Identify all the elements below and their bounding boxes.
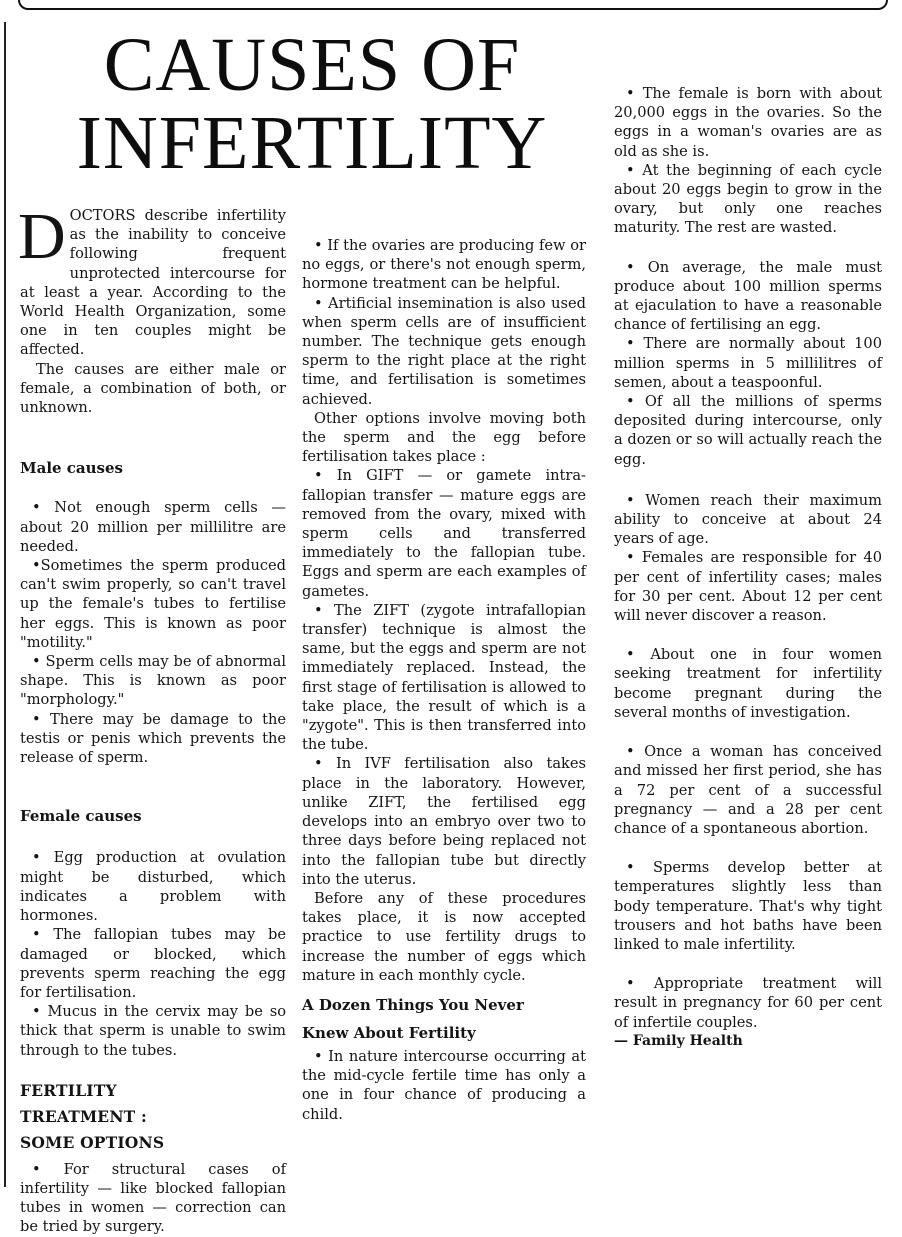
fact-item: • Of all the millions of sperms deposited during intercourse, only a dozen or so will actually reach the egg. bbox=[614, 393, 882, 468]
fact-item: • Women reach their maximum ability to conceive at about 24 years of age. bbox=[614, 491, 882, 548]
treatment-heading-line-1: FERTILITY bbox=[20, 1080, 117, 1100]
dozen-paragraph: • In nature intercourse occurring at the mid-cycle fertile time has only a one in four chance of producing a child. bbox=[302, 1047, 586, 1123]
top-border bbox=[18, 0, 888, 10]
treatment-heading bbox=[20, 1078, 286, 1156]
treatment-item: Before any of these procedures takes place, it is now accepted practice to use fertility drugs to increase the number of eggs which mature in each monthly cycle. bbox=[302, 889, 586, 984]
treatment-item: Other options involve moving both the sperm and the egg before fertilisation takes place : bbox=[302, 409, 586, 466]
male-cause-item: •Sometimes the sperm produced can't swim properly, so can't travel up the female's tubes to fertilise her eggs. This is known as poor "motility." bbox=[20, 557, 286, 651]
intro-paragraph: DOCTORS describe infertility as the inability to conceive following frequent unprotected intercourse for at least a year. According to the World Health Organization, some one in ten couples might be affected. bbox=[18, 200, 286, 359]
female-causes-heading: Female causes bbox=[20, 807, 142, 826]
credit-line: — Family Health bbox=[614, 1032, 743, 1049]
female-cause-item: • Mucus in the cervix may be so thick that sperm is unable to swim through to the tubes. bbox=[20, 1003, 286, 1059]
treatment-item: • The ZIFT (zygote intrafallopian transfer) technique is almost the same, but the eggs and sperm are not immediately replaced. Instead, the first stage of fertilisation is allowed to take place, the result of which is a "zygote". This is then transferred into the tube. bbox=[302, 601, 586, 754]
fact-item: • Once a woman has conceived and missed her first period, she has a 72 per cent of a successful pregnancy — and a 28 per cent chance of a spontaneous abortion. bbox=[614, 743, 882, 837]
column-1 bbox=[18, 200, 286, 1237]
headline-block bbox=[22, 23, 602, 185]
treatment-heading-line-3: SOME OPTIONS bbox=[20, 1132, 165, 1152]
treatment-paragraph: • For structural cases of infertility — like blocked fallopian tubes in women — correction can be tried by surgery. bbox=[20, 1160, 286, 1236]
treatment-heading-line-2: TREATMENT : bbox=[20, 1106, 147, 1126]
female-cause-item: • Egg production at ovulation might be disturbed, which indicates a problem with hormones. bbox=[20, 849, 286, 925]
left-rule bbox=[4, 22, 6, 1187]
column-2 bbox=[302, 206, 586, 1124]
headline-line-2: INFERTILITY bbox=[76, 101, 548, 185]
fact-item: • Females are responsible for 40 per cent of infertility cases; males for 30 per cent. About 12 per cent will never discover a reason. bbox=[614, 549, 882, 625]
dozen-heading-line-1: A Dozen Things You Never bbox=[302, 995, 524, 1014]
dozen-heading-line-2: Knew About Fertility bbox=[302, 1023, 476, 1042]
male-cause-item: • Sperm cells may be of abnormal shape. This is known as poor "morphology." bbox=[20, 653, 286, 709]
fact-item: • Sperms develop better at temperatures slightly less than body temperature. That's why tight trousers and hot baths have been linked to male infertility. bbox=[614, 859, 882, 953]
drop-cap: D bbox=[18, 200, 66, 273]
intro-paragraph-2: The causes are either male or female, a combination of both, or unknown. bbox=[20, 360, 286, 417]
fact-item: • There are normally about 100 million sperms in 5 millilitres of semen, about a teaspoonful. bbox=[614, 335, 882, 391]
fact-item: • On average, the male must produce about 100 million sperms at ejaculation to have a reasonable chance of fertilising an egg. bbox=[614, 258, 882, 334]
female-cause-item: • The fallopian tubes may be damaged or blocked, which prevents sperm reaching the egg for fertilisation. bbox=[20, 926, 286, 1001]
treatment-item: • If the ovaries are producing few or no eggs, or there's not enough sperm, hormone treatment can be helpful. bbox=[302, 237, 586, 293]
column-3 bbox=[614, 10, 882, 1051]
treatment-item: • Artificial insemination is also used when sperm cells are of insufficient number. The technique gets enough sperm to the right place at the right time, and fertilisation is sometimes achieved. bbox=[302, 294, 586, 408]
fact-item: • About one in four women seeking treatment for infertility become pregnant during the several months of investigation. bbox=[614, 646, 882, 721]
dozen-heading bbox=[302, 991, 586, 1047]
male-cause-item: • Not enough sperm cells — about 20 million per millilitre are needed. bbox=[20, 499, 286, 555]
fact-item: • At the beginning of each cycle about 20 eggs begin to grow in the ovary, but only one reaches maturity. The rest are wasted. bbox=[614, 161, 882, 237]
male-cause-item: • There may be damage to the testis or penis which prevents the release of sperm. bbox=[20, 710, 286, 767]
fact-item: • Appropriate treatment will result in pregnancy for 60 per cent of infertile couples. bbox=[614, 975, 882, 1031]
treatment-item: • In IVF fertilisation also takes place in the laboratory. However, unlike ZIFT, the fertilised egg develops into an embryo over two to three days before being replaced not into the fallopian tube but directly into the uterus. bbox=[302, 755, 586, 888]
treatment-item: • In GIFT — or gamete intra-fallopian transfer — mature eggs are removed from the ovary, mixed with sperm cells and transferred immediately to the fallopian tube. Eggs and sperm are each examples of gametes. bbox=[302, 467, 586, 600]
fact-item: • The female is born with about 20,000 eggs in the ovaries. So the eggs in a woman's ovaries are as old as she is. bbox=[614, 85, 882, 160]
headline-line-1: CAUSES OF bbox=[103, 23, 521, 107]
male-causes-heading: Male causes bbox=[20, 459, 123, 478]
